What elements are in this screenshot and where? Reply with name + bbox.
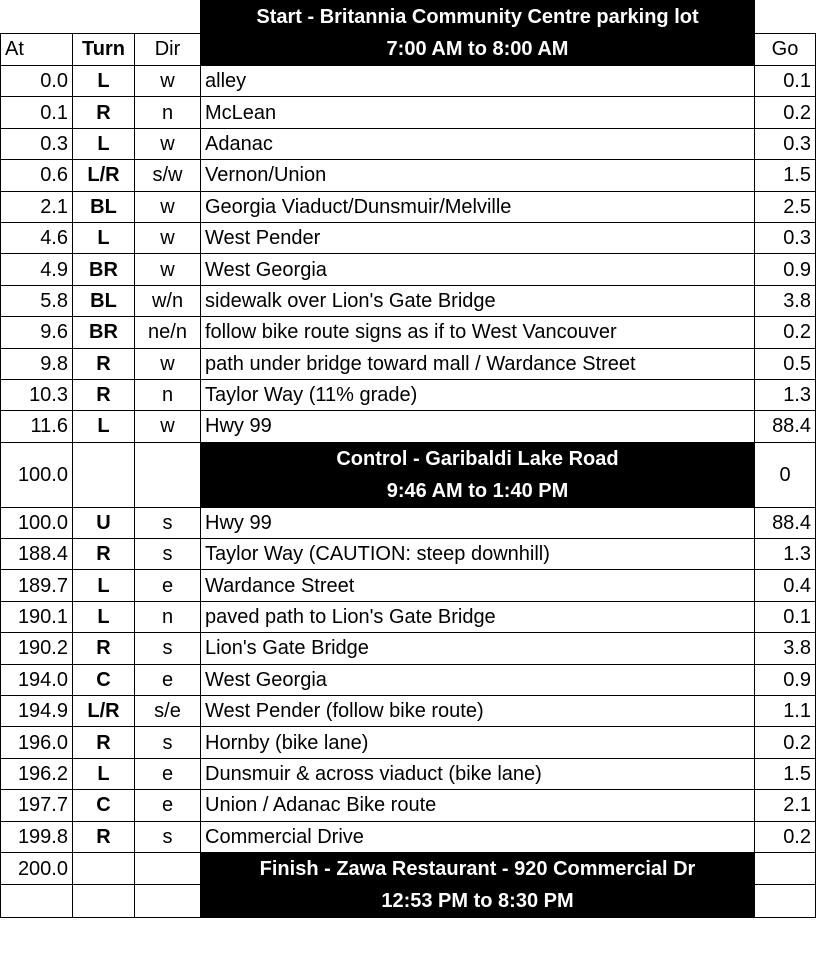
- cue-row: [1, 128, 816, 159]
- at-cell: 194.9: [1, 696, 73, 727]
- turn-cell: U: [73, 507, 135, 538]
- at-cell: 10.3: [1, 379, 73, 410]
- finish-blank-dir-2: [135, 885, 201, 918]
- go-distance-cell: 88.4: [755, 411, 816, 442]
- description-cell: Taylor Way (11% grade): [201, 379, 755, 410]
- cue-row: [1, 570, 816, 601]
- go-distance-cell: 0.2: [755, 727, 816, 758]
- turn-cell: R: [73, 539, 135, 570]
- start-blank-turn: [73, 1, 135, 34]
- cue-row: [1, 317, 816, 348]
- start-banner: [201, 1, 755, 66]
- description-cell: sidewalk over Lion's Gate Bridge: [201, 285, 755, 316]
- turn-cell: BL: [73, 191, 135, 222]
- at-cell: 188.4: [1, 539, 73, 570]
- cue-row: [1, 379, 816, 410]
- go-distance-cell: 3.8: [755, 285, 816, 316]
- direction-cell: e: [135, 758, 201, 789]
- turn-cell: BR: [73, 317, 135, 348]
- direction-cell: w: [135, 254, 201, 285]
- go-distance-cell: 1.1: [755, 696, 816, 727]
- start-blank-go: [755, 1, 816, 34]
- go-distance-cell: 2.5: [755, 191, 816, 222]
- direction-cell: e: [135, 570, 201, 601]
- description-cell: follow bike route signs as if to West Vancouver: [201, 317, 755, 348]
- finish-blank-at-2: [1, 885, 73, 918]
- cue-row: [1, 664, 816, 695]
- go-distance-cell: 1.3: [755, 539, 816, 570]
- at-cell: 11.6: [1, 411, 73, 442]
- direction-cell: e: [135, 664, 201, 695]
- start-time: 7:00 AM to 8:00 AM: [386, 38, 569, 60]
- turn-cell: L: [73, 758, 135, 789]
- cue-row: [1, 821, 816, 852]
- go-distance-cell: 0.4: [755, 570, 816, 601]
- description-cell: Georgia Viaduct/Dunsmuir/Melville: [201, 191, 755, 222]
- at-cell: 100.0: [1, 507, 73, 538]
- cue-row: [1, 160, 816, 191]
- description-cell: McLean: [201, 97, 755, 128]
- header-go: Go: [755, 33, 816, 66]
- description-cell: West Pender (follow bike route): [201, 696, 755, 727]
- go-distance-cell: 0.9: [755, 664, 816, 695]
- control-blank-turn: [73, 442, 135, 507]
- at-cell: 190.1: [1, 601, 73, 632]
- description-cell: Dunsmuir & across viaduct (bike lane): [201, 758, 755, 789]
- go-distance-cell: 0.3: [755, 128, 816, 159]
- finish-row: [1, 852, 816, 885]
- start-blank-at: [1, 1, 73, 34]
- at-cell: 199.8: [1, 821, 73, 852]
- direction-cell: s/e: [135, 696, 201, 727]
- finish-blank-dir: [135, 852, 201, 885]
- go-distance-cell: 1.5: [755, 160, 816, 191]
- control-title: Control - Garibaldi Lake Road: [336, 447, 619, 470]
- cue-row: [1, 507, 816, 538]
- turn-cell: L/R: [73, 160, 135, 191]
- control-banner: [201, 442, 755, 507]
- at-cell: 0.0: [1, 66, 73, 97]
- direction-cell: w: [135, 222, 201, 253]
- go-distance-cell: 0.2: [755, 97, 816, 128]
- header-at: At: [1, 33, 73, 66]
- turn-cell: BL: [73, 285, 135, 316]
- at-cell: 9.8: [1, 348, 73, 379]
- direction-cell: s: [135, 539, 201, 570]
- cue-row: [1, 790, 816, 821]
- description-cell: Adanac: [201, 128, 755, 159]
- description-cell: Union / Adanac Bike route: [201, 790, 755, 821]
- control-at: 100.0: [1, 442, 73, 507]
- cue-row: [1, 727, 816, 758]
- go-distance-cell: 0.1: [755, 601, 816, 632]
- finish-banner: [201, 852, 755, 917]
- go-distance-cell: 88.4: [755, 507, 816, 538]
- finish-at: 200.0: [1, 852, 73, 885]
- finish-title: Finish - Zawa Restaurant - 920 Commercial Dr: [259, 857, 696, 880]
- cue-row: [1, 97, 816, 128]
- cue-row: [1, 758, 816, 789]
- at-cell: 196.0: [1, 727, 73, 758]
- at-cell: 194.0: [1, 664, 73, 695]
- at-cell: 196.2: [1, 758, 73, 789]
- turn-cell: L: [73, 601, 135, 632]
- at-cell: 189.7: [1, 570, 73, 601]
- at-cell: 197.7: [1, 790, 73, 821]
- description-cell: Lion's Gate Bridge: [201, 633, 755, 664]
- go-distance-cell: 1.5: [755, 758, 816, 789]
- description-cell: West Georgia: [201, 664, 755, 695]
- turn-cell: L: [73, 570, 135, 601]
- control-time: 9:46 AM to 1:40 PM: [386, 479, 569, 502]
- direction-cell: n: [135, 97, 201, 128]
- at-cell: 5.8: [1, 285, 73, 316]
- turn-cell: R: [73, 379, 135, 410]
- description-cell: Commercial Drive: [201, 821, 755, 852]
- start-blank-dir: [135, 1, 201, 34]
- description-cell: Hornby (bike lane): [201, 727, 755, 758]
- turn-cell: R: [73, 633, 135, 664]
- finish-blank-turn: [73, 852, 135, 885]
- direction-cell: n: [135, 379, 201, 410]
- start-row: [1, 1, 816, 34]
- description-cell: Hwy 99: [201, 507, 755, 538]
- direction-cell: s: [135, 507, 201, 538]
- finish-blank-go-2: [755, 885, 816, 918]
- description-cell: Vernon/Union: [201, 160, 755, 191]
- direction-cell: e: [135, 790, 201, 821]
- cue-row: [1, 285, 816, 316]
- turn-cell: R: [73, 348, 135, 379]
- go-distance-cell: 1.3: [755, 379, 816, 410]
- cue-row: [1, 633, 816, 664]
- cue-row: [1, 191, 816, 222]
- cue-row: [1, 222, 816, 253]
- at-cell: 0.6: [1, 160, 73, 191]
- cue-row: [1, 696, 816, 727]
- cue-row: [1, 539, 816, 570]
- header-dir: Dir: [135, 33, 201, 66]
- start-title: Start - Britannia Community Centre parking lot: [256, 6, 699, 28]
- direction-cell: s/w: [135, 160, 201, 191]
- finish-time: 12:53 PM to 8:30 PM: [381, 889, 574, 912]
- direction-cell: n: [135, 601, 201, 632]
- direction-cell: ne/n: [135, 317, 201, 348]
- finish-blank-go: [755, 852, 816, 885]
- at-cell: 0.1: [1, 97, 73, 128]
- control-go: 0: [755, 442, 816, 507]
- direction-cell: w: [135, 411, 201, 442]
- turn-cell: L: [73, 222, 135, 253]
- cue-row: [1, 66, 816, 97]
- direction-cell: w: [135, 191, 201, 222]
- at-cell: 0.3: [1, 128, 73, 159]
- description-cell: West Georgia: [201, 254, 755, 285]
- go-distance-cell: 3.8: [755, 633, 816, 664]
- at-cell: 190.2: [1, 633, 73, 664]
- finish-blank-turn-2: [73, 885, 135, 918]
- turn-cell: L: [73, 411, 135, 442]
- description-cell: Hwy 99: [201, 411, 755, 442]
- go-distance-cell: 0.9: [755, 254, 816, 285]
- turn-cell: L: [73, 128, 135, 159]
- description-cell: Wardance Street: [201, 570, 755, 601]
- cue-row: [1, 601, 816, 632]
- direction-cell: w: [135, 66, 201, 97]
- description-cell: Taylor Way (CAUTION: steep downhill): [201, 539, 755, 570]
- header-turn: Turn: [73, 33, 135, 66]
- direction-cell: w: [135, 348, 201, 379]
- direction-cell: s: [135, 633, 201, 664]
- go-distance-cell: 0.3: [755, 222, 816, 253]
- turn-cell: L/R: [73, 696, 135, 727]
- direction-cell: w/n: [135, 285, 201, 316]
- turn-cell: C: [73, 664, 135, 695]
- cue-row: [1, 411, 816, 442]
- description-cell: paved path to Lion's Gate Bridge: [201, 601, 755, 632]
- direction-cell: s: [135, 727, 201, 758]
- turn-cell: L: [73, 66, 135, 97]
- at-cell: 2.1: [1, 191, 73, 222]
- description-cell: alley: [201, 66, 755, 97]
- turn-cell: C: [73, 790, 135, 821]
- go-distance-cell: 0.1: [755, 66, 816, 97]
- at-cell: 9.6: [1, 317, 73, 348]
- at-cell: 4.6: [1, 222, 73, 253]
- cue-row: [1, 348, 816, 379]
- go-distance-cell: 0.2: [755, 317, 816, 348]
- control-blank-dir: [135, 442, 201, 507]
- go-distance-cell: 2.1: [755, 790, 816, 821]
- turn-cell: R: [73, 821, 135, 852]
- turn-cell: R: [73, 727, 135, 758]
- go-distance-cell: 0.5: [755, 348, 816, 379]
- turn-cell: BR: [73, 254, 135, 285]
- turn-cell: R: [73, 97, 135, 128]
- cue-row: [1, 254, 816, 285]
- direction-cell: w: [135, 128, 201, 159]
- description-cell: path under bridge toward mall / Wardance Street: [201, 348, 755, 379]
- at-cell: 4.9: [1, 254, 73, 285]
- go-distance-cell: 0.2: [755, 821, 816, 852]
- direction-cell: s: [135, 821, 201, 852]
- description-cell: West Pender: [201, 222, 755, 253]
